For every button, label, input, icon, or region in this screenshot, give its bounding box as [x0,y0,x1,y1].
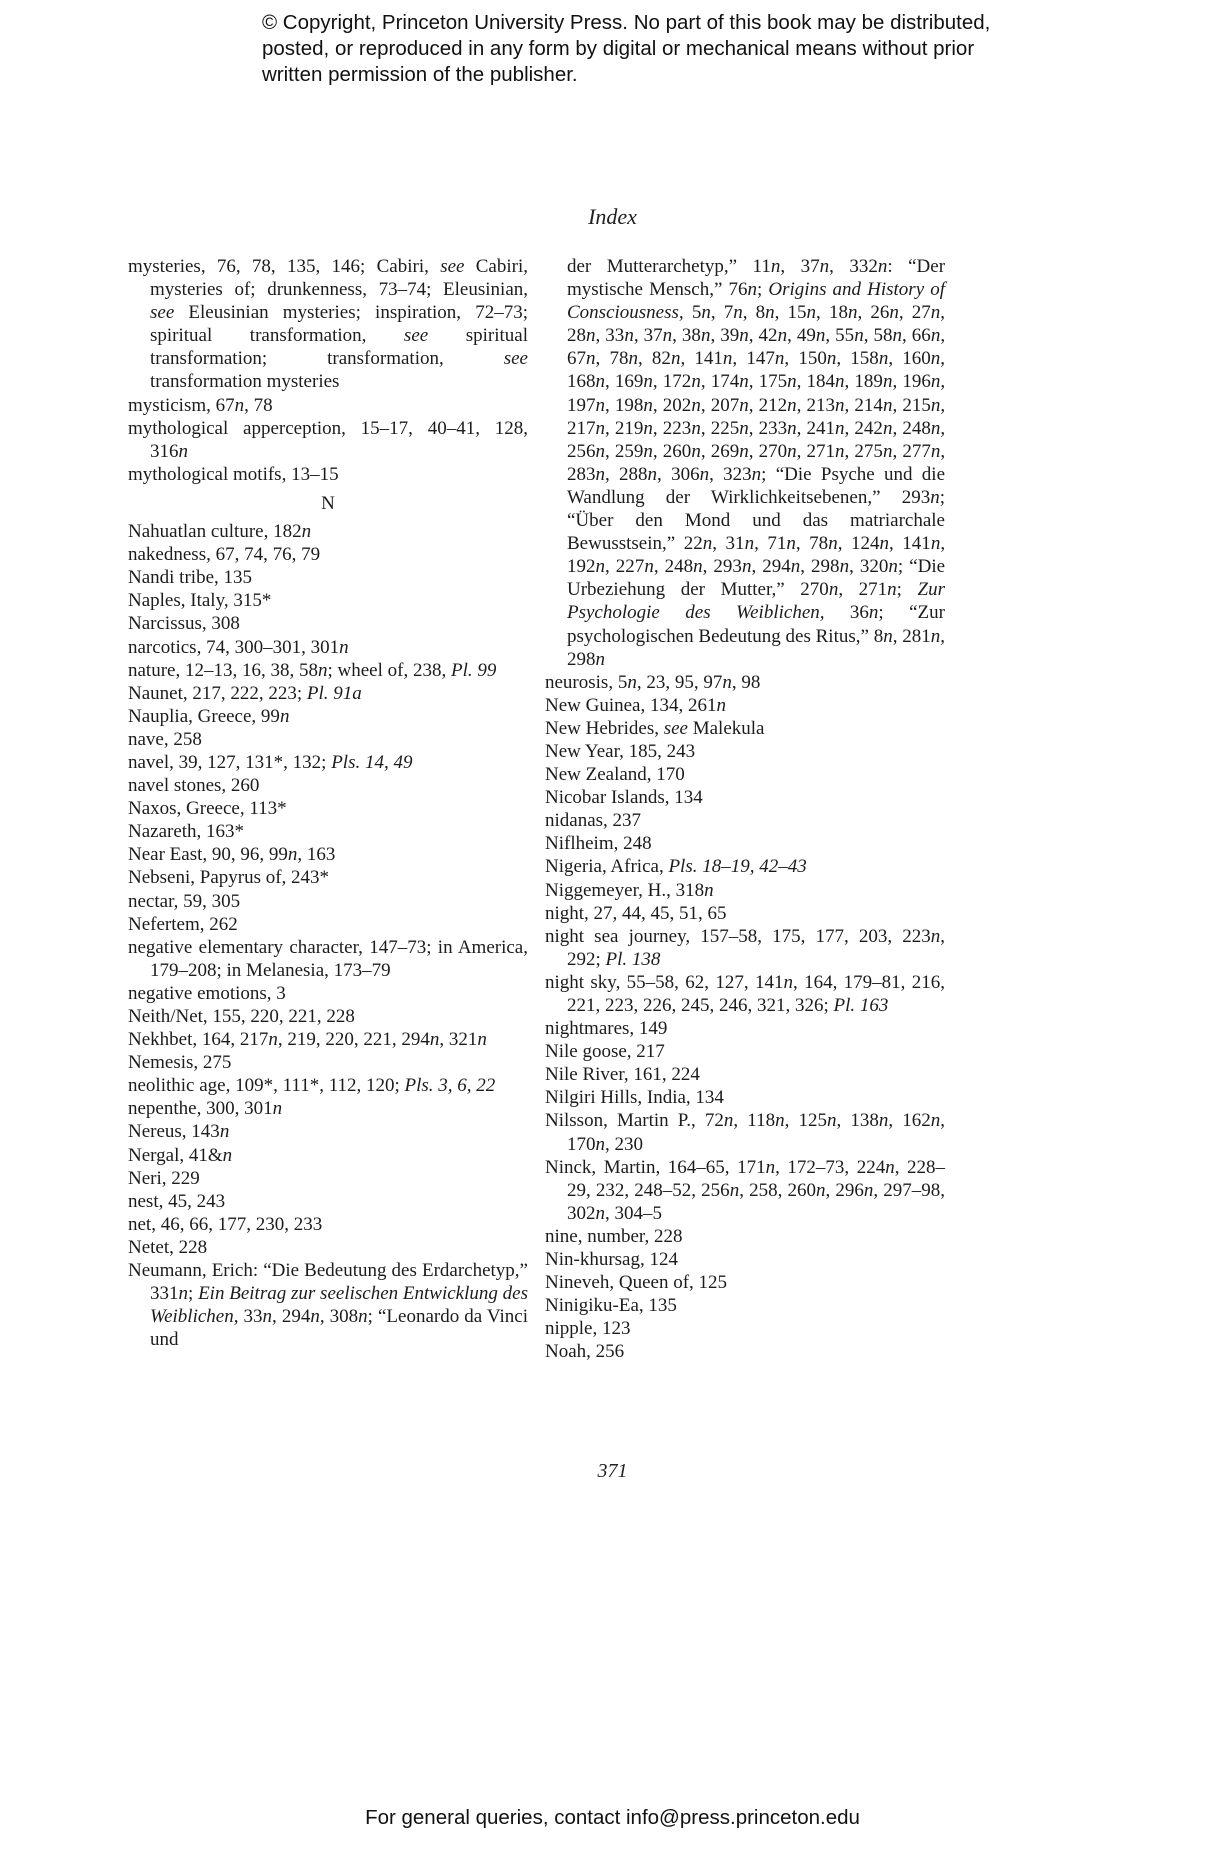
index-entry: Nin-khursag, 124 [545,1249,678,1271]
index-entry: Ninck, Martin, 164–65, 171n, 172–73, 224n, 228–29, 232, 248–52, 256n, 258, 260n, 296n, 297–98, 302n, 304–5 [545,1156,946,1224]
index-entry: Nazareth, 163* [128,821,245,843]
index-entry-continued: der Mutterarchetyp,” 11n, 37n, 332n: “Der mystische Mensch,” 76n; Origins and History of Consciousness, 5n, 7n, 8n, 15n, 18n, 26n, 27n, 28n, 33n, 37n, 38n, 39n, 42n, 49n, 55n, 58n, 66n, 67n, 78n, 82n, 141n, 147n, 150n, 158n, 160n, 168n, 169n, 172n, 174n, 175n, 184n, 189n, 196n, 197n, 198n, 202n, 207n, 212n, 213n, 214n, 215n, 217n, 219n, 223n, 225n, 233n, 241n, 242n, 248n, 256n, 259n, 260n, 269n, 270n, 271n, 275n, 277n, 283n, 288n, 306n, 323n; “Die Psyche und die Wandlung der Wirklichkeitsebenen,” 293n; “Über den Mond und das matriarchale Bewusstsein,” 22n, 31n, 71n, 78n, 124n, 141n, 192n, 227n, 248n, 293n, 294n, 298n, 320n; “Die Urbeziehung der Mutter,” 270n, 271n; Zur Psychologie des Weiblichen, 36n; “Zur psychologischen Bedeutung des Ritus,” 8n, 281n, 298n [567,256,946,670]
index-entry: nipple, 123 [545,1318,631,1340]
index-entry: New Zealand, 170 [545,764,685,786]
index-entry: mythological apperception, 15–17, 40–41, 128, 316n [128,417,528,462]
index-entry: Neumann, Erich: “Die Bedeutung des Erdarchetyp,” 331n; Ein Beitrag zur seelischen Entwicklung des Weiblichen, 33n, 294n, 308n; “Leonardo da Vinci und [128,1260,529,1351]
index-entry: Nemesis, 275 [128,1052,232,1074]
index-entry: nine, number, 228 [545,1225,683,1247]
index-entry: nepenthe, 300, 301n [128,1098,283,1120]
index-column-right [545,255,945,1364]
index-entry: negative emotions, 3 [128,982,286,1004]
index-entry: Nergal, 41&n [128,1144,233,1166]
index-column-left [128,255,528,1351]
index-entry: Nineveh, Queen of, 125 [545,1272,728,1294]
copyright-notice: © Copyright, Princeton University Press. No part of this book may be distributed, posted, or reproduced in any form by digital or mechanical means without prior written permission of the publisher. [262,11,991,86]
index-entry: Nile goose, 217 [545,1041,665,1063]
index-entry: night sky, 55–58, 62, 127, 141n, 164, 179–81, 216, 221, 223, 226, 245, 246, 321, 326; Pl. 163 [545,971,946,1016]
index-entry: nave, 258 [128,728,202,750]
index-entry: Nereus, 143n [128,1121,230,1143]
index-entry: nest, 45, 243 [128,1190,226,1212]
index-entry: nectar, 59, 305 [128,890,241,912]
footer-contact: For general queries, contact info@press.princeton.edu [365,1806,860,1829]
index-entry: Nicobar Islands, 134 [545,787,703,809]
section-letter: N [321,492,335,514]
index-entry: Narcissus, 308 [128,613,240,635]
index-entry: nakedness, 67, 74, 76, 79 [128,544,321,566]
index-entry: Noah, 256 [545,1341,625,1363]
index-entry: net, 46, 66, 177, 230, 233 [128,1213,323,1235]
index-entry: Netet, 228 [128,1236,208,1258]
index-entry: Naxos, Greece, 113* [128,798,287,820]
index-entry: Niggemeyer, H., 318n [545,879,714,901]
index-entry: mysteries, 76, 78, 135, 146; Cabiri, see Cabiri, mysteries of; drunkenness, 73–74; Eleusinian, see Eleusinian mysteries; inspiration, 72–73; spiritual transformation, see spiritual transformation; transformation, see transformation mysteries [128,256,528,393]
index-entry: Naunet, 217, 222, 223; Pl. 91a [128,682,362,704]
index-entry: Near East, 90, 96, 99n, 163 [128,844,336,866]
index-entry: Neri, 229 [128,1167,200,1189]
page-number: 371 [597,1460,628,1482]
index-entry: night sea journey, 157–58, 175, 177, 203, 223n, 292; Pl. 138 [545,925,945,970]
index-entry: Nahuatlan culture, 182n [128,521,312,543]
index-entry: Niflheim, 248 [545,833,652,855]
index-entry: neurosis, 5n, 23, 95, 97n, 98 [545,671,761,693]
index-entry: Neith/Net, 155, 220, 221, 228 [128,1006,355,1027]
index-entry: New Guinea, 134, 261n [545,694,726,716]
index-entry: mysticism, 67n, 78 [128,394,273,416]
index-entry: neolithic age, 109*, 111*, 112, 120; Pls. 3, 6, 22 [128,1075,496,1097]
running-head: Index [588,204,637,229]
index-entry: navel, 39, 127, 131*, 132; Pls. 14, 49 [128,751,413,773]
index-entry: Nandi tribe, 135 [128,567,253,589]
index-entry: Nebseni, Papyrus of, 243* [128,867,330,889]
index-entry: narcotics, 74, 300–301, 301n [128,636,349,658]
index-entry: Nefertem, 262 [128,913,238,935]
index-entry: Naples, Italy, 315* [128,590,272,612]
index-entry: nightmares, 149 [545,1018,668,1040]
index-entry: mythological motifs, 13–15 [128,463,339,485]
index-entry: Nilsson, Martin P., 72n, 118n, 125n, 138n, 162n, 170n, 230 [545,1110,946,1155]
index-entry: nature, 12–13, 16, 38, 58n; wheel of, 238, Pl. 99 [128,659,497,681]
index-entry: Nekhbet, 164, 217n, 219, 220, 221, 294n, 321n [128,1029,487,1051]
index-entry: Nauplia, Greece, 99n [128,705,290,727]
index-entry: New Year, 185, 243 [545,740,696,762]
index-entry: Nilgiri Hills, India, 134 [545,1087,724,1109]
index-entry: Nigeria, Africa, Pls. 18–19, 42–43 [545,856,807,878]
index-entry: nidanas, 237 [545,810,642,832]
index-entry: navel stones, 260 [128,775,260,797]
index-entry: negative elementary character, 147–73; in America, 179–208; in Melanesia, 173–79 [128,936,528,981]
index-entry: night, 27, 44, 45, 51, 65 [545,902,727,924]
index-entry: Nile River, 161, 224 [545,1064,700,1086]
index-entry: Ninigiku-Ea, 135 [545,1295,677,1317]
index-entry: New Hebrides, see Malekula [545,717,765,739]
